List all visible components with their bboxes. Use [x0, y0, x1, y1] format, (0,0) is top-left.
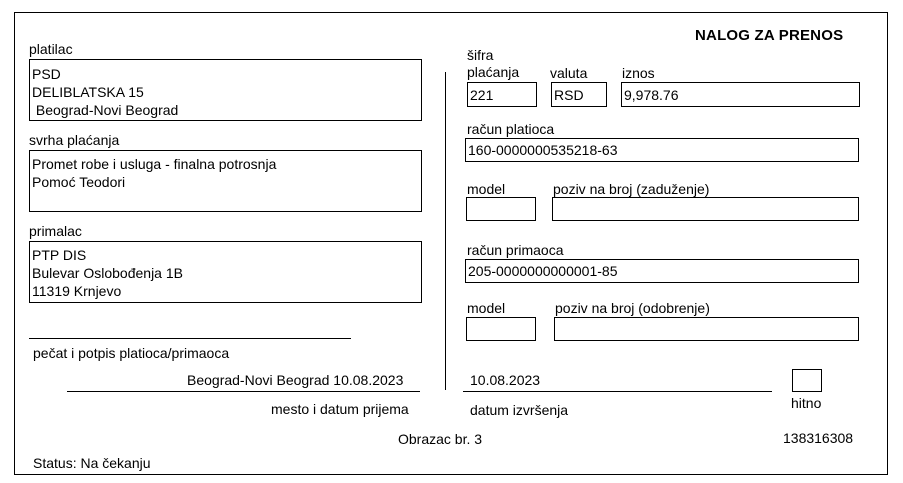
recipient-account-label: račun primaoca — [467, 242, 564, 258]
stamp-signature-label: pečat i potpis platioca/primaoca — [33, 345, 230, 361]
status-text: Status: Na čekanju — [33, 455, 151, 471]
purpose-line-1: Promet robe i usluga - finalna potrosnja — [32, 156, 277, 172]
currency-label: valuta — [550, 65, 588, 81]
payer-account-label: račun platioca — [467, 121, 555, 137]
credit-model-label: model — [467, 300, 506, 316]
recipient-line-2: Bulevar Oslobođenja 1B — [32, 265, 183, 281]
payment-code-label-2: plaćanja — [467, 64, 520, 80]
signature-line — [29, 338, 351, 339]
payer-label: platilac — [29, 41, 73, 57]
place-date-value: Beograd-Novi Beograd 10.08.2023 — [187, 372, 404, 388]
urgent-label: hitno — [791, 395, 822, 411]
form-title: NALOG ZA PRENOS — [695, 27, 844, 44]
payment-code-label-1: šifra — [467, 47, 494, 63]
credit-model-field — [466, 317, 536, 341]
document-id: 138316308 — [783, 430, 854, 446]
payer-line-2: DELIBLATSKA 15 — [32, 84, 144, 100]
payer-line-1: PSD — [32, 66, 61, 82]
amount-label: iznos — [622, 65, 655, 81]
payer-line-3: Beograd-Novi Beograd — [32, 102, 179, 118]
execution-date-value: 10.08.2023 — [470, 372, 541, 388]
recipient-account-value: 205-0000000000001-85 — [468, 263, 618, 279]
purpose-line-2: Pomoć Teodori — [32, 174, 126, 190]
execution-date-line — [463, 391, 772, 392]
form-number: Obrazac br. 3 — [398, 431, 483, 447]
column-divider — [445, 72, 446, 390]
payer-box — [29, 59, 422, 121]
recipient-line-1: PTP DIS — [32, 247, 87, 263]
amount-value: 9,978.76 — [624, 87, 679, 103]
currency-value: RSD — [554, 87, 584, 103]
currency-field — [551, 82, 607, 107]
amount-field — [621, 82, 860, 107]
purpose-box — [29, 150, 422, 212]
place-date-label: mesto i datum prijema — [271, 401, 409, 417]
debit-reference-label: poziv na broj (zaduženje) — [553, 181, 710, 197]
place-date-line — [67, 391, 420, 392]
debit-model-label: model — [467, 181, 506, 197]
recipient-box — [29, 241, 422, 303]
credit-reference-field — [554, 317, 859, 341]
urgent-checkbox — [792, 369, 822, 392]
payment-code-field — [467, 82, 537, 107]
execution-date-label: datum izvršenja — [470, 402, 569, 418]
debit-reference-field — [552, 197, 859, 221]
credit-reference-label: poziv na broj (odobrenje) — [555, 300, 710, 316]
payment-code-value: 221 — [470, 87, 494, 103]
payer-account-field — [465, 138, 859, 162]
recipient-label: primalac — [29, 223, 82, 239]
purpose-label: svrha plaćanja — [29, 132, 120, 148]
debit-model-field — [466, 197, 536, 221]
payer-account-value: 160-0000000535218-63 — [468, 142, 618, 158]
recipient-line-3: 11319 Krnjevo — [32, 283, 122, 299]
recipient-account-field — [465, 259, 859, 283]
